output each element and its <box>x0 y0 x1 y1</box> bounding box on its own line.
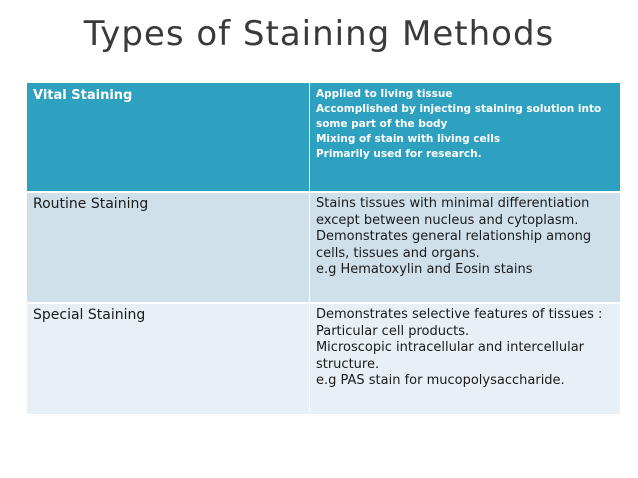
description-line: Particular cell products. <box>315 323 470 339</box>
staining-type-label: Special Staining <box>27 303 309 414</box>
table-row-special-staining <box>27 303 621 414</box>
description-line: Demonstrates selective features of tissues : <box>315 307 603 322</box>
description-line: Mixing of stain with living cells <box>315 133 501 145</box>
staining-methods-table <box>27 83 621 414</box>
description-line: Microscopic intracellular and intercellular structure. <box>315 340 585 372</box>
staining-description <box>309 303 620 414</box>
staining-type-label: Routine Staining <box>27 192 309 303</box>
slide-title: Types of Staining Methods <box>83 14 555 54</box>
description-line: Applied to living tissue <box>315 88 453 100</box>
description-line: e.g Hematoxylin and Eosin stains <box>315 262 533 277</box>
description-line: Primarily used for research. <box>315 148 482 160</box>
description-line: Stains tissues with minimal differentiation except between nucleus and cytoplasm. <box>315 196 590 228</box>
staining-description <box>309 192 620 303</box>
table-row-vital-staining <box>27 83 621 192</box>
staining-type-label: Vital Staining <box>27 83 309 192</box>
description-line: Demonstrates general relationship among cells, tissues and organs. <box>315 229 592 261</box>
staining-description <box>309 83 620 192</box>
table-row-routine-staining <box>27 192 621 303</box>
description-line: Accomplished by injecting staining solution into some part of the body <box>315 103 602 130</box>
description-line: e.g PAS stain for mucopolysaccharide. <box>315 373 565 388</box>
